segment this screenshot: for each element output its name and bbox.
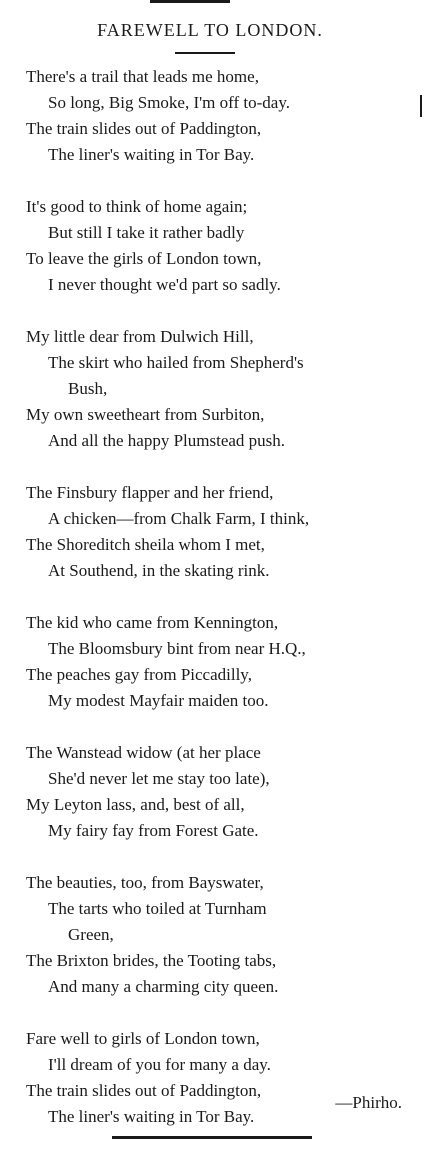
poem-line: It's good to think of home again; (26, 197, 248, 216)
poem-line: I'll dream of you for many a day. (48, 1055, 271, 1074)
stanza-gap (26, 714, 426, 740)
poem-line: The Brixton brides, the Tooting tabs, (26, 951, 277, 970)
poem-line: And all the happy Plumstead push. (48, 431, 286, 450)
poem-line: At Southend, in the skating rink. (48, 561, 270, 580)
stanza-gap (26, 1000, 426, 1026)
poem-line: My little dear from Dulwich Hill, (26, 327, 254, 346)
poem-title: FAREWELL TO LONDON. (97, 20, 323, 40)
stanza (26, 870, 426, 1000)
poem-line: The Wanstead widow (at her place (26, 743, 261, 762)
stanza (26, 740, 426, 844)
poem-line: Green, (68, 925, 114, 944)
stanza (26, 64, 426, 168)
stanza-gap (26, 584, 426, 610)
poem-line: The tarts who toiled at Turnham (48, 899, 267, 918)
poem-line: To leave the girls of London town, (26, 249, 262, 268)
poem-line: But still I take it rather badly (48, 223, 245, 242)
poem-line: My fairy fay from Forest Gate. (48, 821, 259, 840)
title-rule (175, 52, 235, 54)
poem-line: The Finsbury flapper and her friend, (26, 483, 274, 502)
poem-line: Bush, (68, 379, 108, 398)
signature: —Phirho. (335, 1093, 402, 1112)
poem-line: Fare well to girls of London town, (26, 1029, 260, 1048)
poem-line: So long, Big Smoke, I'm off to-day. (48, 93, 291, 112)
stanza-gap (26, 454, 426, 480)
stanza (26, 324, 426, 454)
poem-line: She'd never let me stay too late), (48, 769, 270, 788)
poem-line: The beauties, too, from Bayswater, (26, 873, 264, 892)
poem-line: The train slides out of Paddington, (26, 119, 262, 138)
poem-line: The train slides out of Paddington, (26, 1081, 262, 1100)
top-rule (150, 0, 230, 3)
poem-line: I never thought we'd part so sadly. (48, 275, 281, 294)
poem-line: My Leyton lass, and, best of all, (26, 795, 245, 814)
poem-line: The peaches gay from Piccadilly, (26, 665, 252, 684)
poem-body (26, 64, 426, 1130)
poem-line: The skirt who hailed from Shepherd's (48, 353, 304, 372)
stanza (26, 480, 426, 584)
poem-line: The liner's waiting in Tor Bay. (48, 145, 255, 164)
poem-line: The Bloomsbury bint from near H.Q., (48, 639, 306, 658)
stanza-gap (26, 298, 426, 324)
poem-line: My modest Mayfair maiden too. (48, 691, 269, 710)
stanza (26, 610, 426, 714)
bottom-rule (112, 1136, 312, 1139)
poem-line: There's a trail that leads me home, (26, 67, 259, 86)
poem-line: And many a charming city queen. (48, 977, 279, 996)
poem-line: The liner's waiting in Tor Bay. (48, 1107, 255, 1126)
poem-line: The Shoreditch sheila whom I met, (26, 535, 265, 554)
stanza (26, 1026, 426, 1130)
stanza (26, 194, 426, 298)
poem-line: My own sweetheart from Surbiton, (26, 405, 265, 424)
poem-line: A chicken—from Chalk Farm, I think, (48, 509, 310, 528)
stanza-gap (26, 844, 426, 870)
poem-line: The kid who came from Kennington, (26, 613, 279, 632)
stanza-gap (26, 168, 426, 194)
